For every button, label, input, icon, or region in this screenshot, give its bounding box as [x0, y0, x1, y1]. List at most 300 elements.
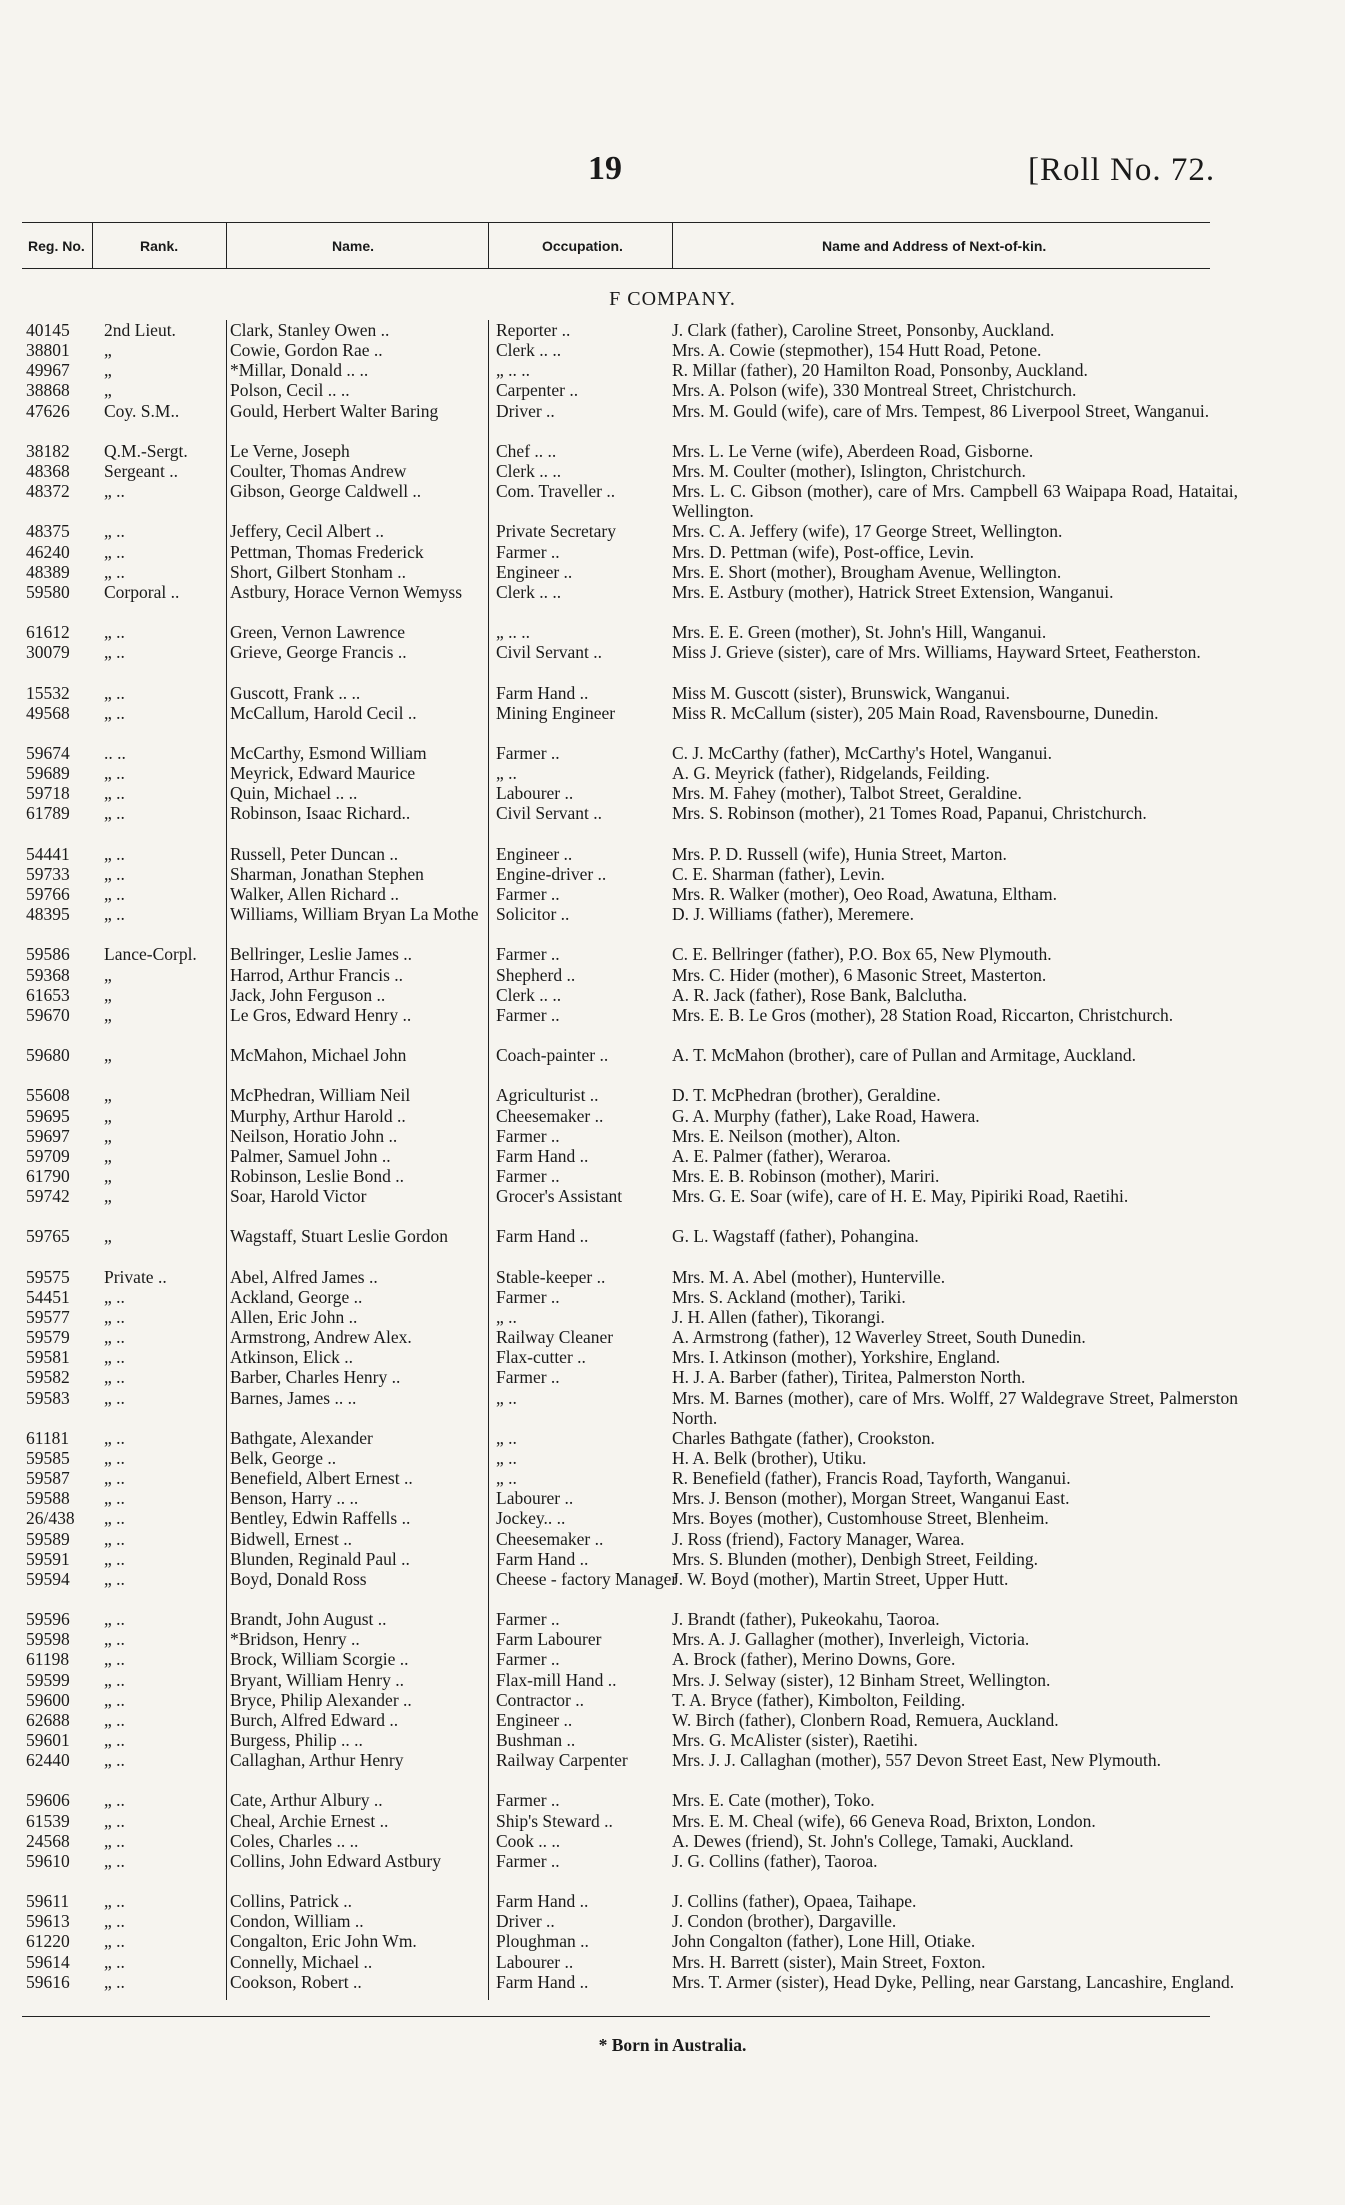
reg-no-cell: 61789	[26, 803, 70, 824]
name-cell: Bryce, Philip Alexander ..	[230, 1689, 412, 1710]
name-cell: Atkinson, Elick ..	[230, 1347, 353, 1368]
table-row	[22, 944, 1210, 964]
next-of-kin-cell: C. J. McCarthy (father), McCarthy's Hotel, Wanganui.	[672, 743, 1053, 764]
next-of-kin-cell: H. J. A. Barber (father), Tiritea, Palmerston North.	[672, 1367, 1026, 1388]
name-cell: Cowie, Gordon Rae ..	[230, 340, 383, 361]
table-row	[22, 763, 1210, 783]
reg-no-cell: 61198	[26, 1649, 70, 1670]
occupation-cell: Cheese - factory Manager	[496, 1568, 678, 1589]
table-row	[22, 1569, 1210, 1609]
occupation-cell: Agriculturist ..	[496, 1085, 599, 1106]
occupation-cell: Farmer ..	[496, 944, 560, 965]
reg-no-cell: 55608	[26, 1085, 70, 1106]
table-row	[22, 1952, 1210, 1972]
name-cell: Brandt, John August ..	[230, 1609, 387, 1630]
table-row	[22, 1045, 1210, 1085]
rank-cell: „	[104, 964, 112, 985]
name-cell: Collins, Patrick ..	[230, 1891, 353, 1912]
table-row	[22, 1005, 1210, 1045]
next-of-kin-cell: A. R. Jack (father), Rose Bank, Balclutha.	[672, 984, 967, 1005]
occupation-cell: Farmer ..	[496, 743, 560, 764]
occupation-cell: Farmer ..	[496, 1286, 560, 1307]
reg-no-cell: 59587	[26, 1468, 70, 1489]
occupation-cell: Clerk .. ..	[496, 984, 562, 1005]
reg-no-cell: 59614	[26, 1951, 70, 1972]
rank-cell: „ ..	[104, 1709, 125, 1730]
occupation-cell: Jockey.. ..	[496, 1508, 566, 1529]
table-row	[22, 562, 1210, 582]
rank-cell: „	[104, 1004, 112, 1025]
rank-cell: „ ..	[104, 904, 125, 925]
table-row	[22, 864, 1210, 884]
occupation-cell: „ ..	[496, 1387, 517, 1408]
rank-cell: „ ..	[104, 1427, 125, 1448]
reg-no-cell: 59613	[26, 1911, 70, 1932]
next-of-kin-cell: R. Benefield (father), Francis Road, Tayforth, Wanganui.	[672, 1468, 1071, 1489]
reg-no-cell: 24568	[26, 1830, 70, 1851]
rank-cell: „	[104, 1166, 112, 1187]
rank-cell: „ ..	[104, 481, 125, 502]
next-of-kin-cell: Miss J. Grieve (sister), care of Mrs. Williams, Hayward Srteet, Featherston.	[672, 642, 1201, 663]
occupation-cell: Flax-cutter ..	[496, 1347, 586, 1368]
table-row	[22, 1226, 1210, 1266]
reg-no-cell: 61790	[26, 1166, 70, 1187]
table-row	[22, 884, 1210, 904]
next-of-kin-cell: Mrs. J. Benson (mother), Morgan Street, Wanganui East.	[672, 1488, 1070, 1509]
next-of-kin-cell: Mrs. M. A. Abel (mother), Hunterville.	[672, 1266, 946, 1287]
next-of-kin-cell: Mrs. E. E. Green (mother), St. John's Hill, Wanganui.	[672, 622, 1047, 643]
reg-no-cell: 48372	[26, 481, 70, 502]
occupation-cell: Engineer ..	[496, 843, 573, 864]
table-row	[22, 481, 1238, 522]
occupation-cell: Grocer's Assistant	[496, 1186, 623, 1207]
rank-cell: „ ..	[104, 1528, 125, 1549]
rank-cell: „ ..	[104, 863, 125, 884]
next-of-kin-cell: Mrs. D. Pettman (wife), Post-office, Levin.	[672, 541, 974, 562]
next-of-kin-cell: J. Condon (brother), Dargaville.	[672, 1911, 897, 1932]
occupation-cell: Farm Hand ..	[496, 1145, 589, 1166]
occupation-cell: Railway Carpenter	[496, 1750, 628, 1771]
reg-no-cell: 59598	[26, 1629, 70, 1650]
name-cell: Murphy, Arthur Harold ..	[230, 1105, 406, 1126]
table-row	[22, 542, 1210, 562]
reg-no-cell: 59742	[26, 1186, 70, 1207]
next-of-kin-cell: Mrs. M. Fahey (mother), Talbot Street, Geraldine.	[672, 783, 1022, 804]
occupation-cell: „ ..	[496, 1468, 517, 1489]
rank-cell: „ ..	[104, 1488, 125, 1509]
next-of-kin-cell: Mrs. M. Coulter (mother), Islington, Christchurch.	[672, 461, 1026, 481]
name-cell: Harrod, Arthur Francis ..	[230, 964, 404, 985]
reg-no-cell: 61612	[26, 622, 70, 643]
reg-no-cell: 30079	[26, 642, 70, 663]
next-of-kin-cell: Mrs. L. Le Verne (wife), Aberdeen Road, Gisborne.	[672, 440, 1034, 461]
table-row	[22, 1811, 1210, 1831]
occupation-cell: Engine-driver ..	[496, 863, 607, 884]
table-row	[22, 582, 1210, 622]
next-of-kin-cell: R. Millar (father), 20 Hamilton Road, Ponsonby, Auckland.	[672, 360, 1088, 381]
rank-cell: „ ..	[104, 1891, 125, 1912]
reg-no-cell: 59766	[26, 884, 70, 905]
page-number: 19	[588, 150, 622, 187]
name-cell: Burgess, Philip .. ..	[230, 1730, 363, 1751]
table-row	[22, 683, 1210, 703]
table-row	[22, 1629, 1210, 1649]
name-cell: Barber, Charles Henry ..	[230, 1367, 401, 1388]
next-of-kin-cell: Mrs. E. Astbury (mother), Hatrick Street Extension, Wanganui.	[672, 581, 1114, 602]
next-of-kin-cell: Mrs. C. Hider (mother), 6 Masonic Street, Masterton.	[672, 964, 1047, 985]
rank-cell: Coy. S.M..	[104, 400, 180, 421]
occupation-cell: Farmer ..	[496, 884, 560, 905]
next-of-kin-cell: Mrs. H. Barrett (sister), Main Street, Foxton.	[672, 1951, 986, 1972]
occupation-cell: Ship's Steward ..	[496, 1810, 613, 1831]
reg-no-cell: 59585	[26, 1448, 70, 1469]
next-of-kin-cell: Mrs. S. Ackland (mother), Tariki.	[672, 1286, 906, 1307]
name-cell: Cookson, Robert ..	[230, 1971, 362, 1992]
name-cell: Grieve, George Francis ..	[230, 642, 407, 663]
table-row	[22, 1730, 1210, 1750]
rank-cell: „ ..	[104, 1548, 125, 1569]
next-of-kin-cell: Mrs. T. Armer (sister), Head Dyke, Pelling, near Garstang, Lancashire, England.	[672, 1971, 1235, 1992]
reg-no-cell: 61653	[26, 984, 70, 1005]
reg-no-cell: 59733	[26, 863, 70, 884]
reg-no-cell: 59616	[26, 1971, 70, 1992]
table-row	[22, 380, 1210, 400]
next-of-kin-cell: H. A. Belk (brother), Utiku.	[672, 1448, 867, 1469]
occupation-cell: Clerk .. ..	[496, 461, 562, 481]
reg-no-cell: 54441	[26, 843, 70, 864]
table-row	[22, 1609, 1210, 1629]
occupation-cell: „ .. ..	[496, 622, 531, 643]
col-divider	[226, 222, 227, 268]
occupation-cell: Cheesemaker ..	[496, 1105, 604, 1126]
table-row	[22, 844, 1210, 864]
rank-cell: „	[104, 380, 112, 401]
next-of-kin-cell: T. A. Bryce (father), Kimbolton, Feilding.	[672, 1689, 966, 1710]
reg-no-cell: 48375	[26, 521, 70, 542]
occupation-cell: Solicitor ..	[496, 904, 570, 925]
table-row	[22, 521, 1210, 541]
rank-cell: „ ..	[104, 622, 125, 643]
rank-cell: Private ..	[104, 1266, 167, 1287]
rank-cell: „ ..	[104, 1750, 125, 1771]
reg-no-cell: 59697	[26, 1125, 70, 1146]
name-cell: Meyrick, Edward Maurice	[230, 763, 416, 784]
table-row	[22, 1146, 1210, 1166]
occupation-cell: Driver ..	[496, 1911, 555, 1932]
col-divider	[672, 222, 673, 268]
name-cell: Soar, Harold Victor	[230, 1186, 367, 1207]
occupation-cell: Farmer ..	[496, 1166, 560, 1187]
table-row	[22, 1971, 1235, 2012]
reg-no-cell: 59583	[26, 1387, 70, 1408]
reg-no-cell: 59596	[26, 1609, 70, 1630]
roll-label: [Roll No. 72.	[1028, 152, 1216, 188]
reg-no-cell: 59591	[26, 1548, 70, 1569]
occupation-cell: Mining Engineer	[496, 702, 616, 723]
reg-no-cell: 26/438	[26, 1508, 75, 1529]
next-of-kin-cell: Mrs. C. A. Jeffery (wife), 17 George Street, Wellington.	[672, 521, 1063, 542]
table-row	[22, 1891, 1210, 1911]
table-row	[22, 1790, 1210, 1810]
name-cell: Callaghan, Arthur Henry	[230, 1750, 404, 1771]
next-of-kin-cell: Mrs. E. B. Robinson (mother), Mariri.	[672, 1166, 940, 1187]
rank-cell: „ ..	[104, 1830, 125, 1851]
table-row	[22, 1750, 1210, 1790]
table-row	[22, 1529, 1210, 1549]
name-cell: Pettman, Thomas Frederick	[230, 541, 424, 562]
occupation-cell: Coach-painter ..	[496, 1045, 609, 1066]
occupation-cell: Stable-keeper ..	[496, 1266, 606, 1287]
table-row	[22, 1488, 1210, 1508]
next-of-kin-cell: John Congalton (father), Lone Hill, Otiake.	[672, 1931, 976, 1952]
footer-rule	[22, 2016, 1210, 2017]
rank-cell: „ ..	[104, 1911, 125, 1932]
occupation-cell: Carpenter ..	[496, 380, 579, 401]
rank-cell: „ ..	[104, 1327, 125, 1348]
rank-cell: „ ..	[104, 1387, 125, 1408]
occupation-cell: Farm Labourer	[496, 1629, 602, 1650]
occupation-cell: Farmer ..	[496, 1790, 560, 1811]
name-cell: Abel, Alfred James ..	[230, 1266, 378, 1287]
occupation-cell: Farm Hand ..	[496, 1891, 589, 1912]
table-row	[22, 803, 1210, 843]
next-of-kin-cell: Mrs. S. Blunden (mother), Denbigh Street, Feilding.	[672, 1548, 1039, 1569]
reg-no-cell: 38868	[26, 380, 70, 401]
rank-cell: „ ..	[104, 803, 125, 824]
next-of-kin-cell: J. G. Collins (father), Taoroa.	[672, 1850, 878, 1871]
rank-cell: „	[104, 1085, 112, 1106]
name-cell: Guscott, Frank .. ..	[230, 682, 361, 703]
rank-cell: „	[104, 1045, 112, 1066]
reg-no-cell: 15532	[26, 682, 70, 703]
table-row	[22, 320, 1210, 340]
reg-no-cell: 59368	[26, 964, 70, 985]
occupation-cell: Bushman ..	[496, 1730, 576, 1751]
reg-no-cell: 59695	[26, 1105, 70, 1126]
name-cell: Jack, John Ferguson ..	[230, 984, 386, 1005]
reg-no-cell: 59577	[26, 1307, 70, 1328]
table-header	[22, 224, 1210, 268]
name-cell: Coles, Charles .. ..	[230, 1830, 359, 1851]
rank-cell: „ ..	[104, 1508, 125, 1529]
name-cell: Short, Gilbert Stonham ..	[230, 561, 406, 582]
reg-no-cell: 61181	[26, 1427, 70, 1448]
next-of-kin-cell: Mrs. E. M. Cheal (wife), 66 Geneva Road, Brixton, London.	[672, 1810, 1096, 1831]
name-cell: Brock, William Scorgie ..	[230, 1649, 409, 1670]
name-cell: *Bridson, Henry ..	[230, 1629, 360, 1650]
col-next-of-kin: Name and Address of Next-of-kin.	[822, 238, 1047, 254]
name-cell: Astbury, Horace Vernon Wemyss	[230, 581, 463, 602]
name-cell: Neilson, Horatio John ..	[230, 1125, 398, 1146]
table-row	[22, 1307, 1210, 1327]
rank-cell: „ ..	[104, 1810, 125, 1831]
reg-no-cell: 59610	[26, 1850, 70, 1871]
name-cell: Blunden, Reginald Paul ..	[230, 1548, 410, 1569]
name-cell: McMahon, Michael John	[230, 1045, 407, 1066]
occupation-cell: „ ..	[496, 1448, 517, 1469]
rank-cell: „ ..	[104, 1689, 125, 1710]
occupation-cell: Farm Hand ..	[496, 682, 589, 703]
reg-no-cell: 59689	[26, 763, 70, 784]
reg-no-cell: 38801	[26, 340, 70, 361]
rank-cell: „	[104, 340, 112, 361]
next-of-kin-cell: Mrs. A. Cowie (stepmother), 154 Hutt Road, Petone.	[672, 340, 1042, 361]
next-of-kin-cell: J. H. Allen (father), Tikorangi.	[672, 1307, 885, 1328]
table-row	[22, 1106, 1210, 1126]
table-row	[22, 1448, 1210, 1468]
next-of-kin-cell: Mrs. L. C. Gibson (mother), care of Mrs. Campbell 63 Waipapa Road, Hataitai, Wellington.	[672, 481, 1238, 522]
next-of-kin-cell: Mrs. S. Robinson (mother), 21 Tomes Road, Papanui, Christchurch.	[672, 803, 1147, 824]
name-cell: Collins, John Edward Astbury	[230, 1850, 441, 1871]
name-cell: Jeffery, Cecil Albert ..	[230, 521, 385, 542]
reg-no-cell: 47626	[26, 400, 70, 421]
table-row	[22, 360, 1210, 380]
reg-no-cell: 59765	[26, 1226, 70, 1247]
occupation-cell: Civil Servant ..	[496, 803, 602, 824]
name-cell: McPhedran, William Neil	[230, 1085, 411, 1106]
occupation-cell: Farm Hand ..	[496, 1226, 589, 1247]
col-reg-no: Reg. No.	[28, 238, 85, 254]
occupation-cell: Labourer ..	[496, 1951, 574, 1972]
name-cell: Gould, Herbert Walter Baring	[230, 400, 439, 421]
name-cell: Belk, George ..	[230, 1448, 337, 1469]
name-cell: Robinson, Leslie Bond ..	[230, 1166, 405, 1187]
table-row	[22, 340, 1210, 360]
occupation-cell: Contractor ..	[496, 1689, 584, 1710]
reg-no-cell: 59674	[26, 743, 70, 764]
table-row	[22, 642, 1210, 682]
name-cell: Connelly, Michael ..	[230, 1951, 373, 1972]
occupation-cell: Farm Hand ..	[496, 1971, 589, 1992]
occupation-cell: Driver ..	[496, 400, 555, 421]
rank-cell: „ ..	[104, 1971, 125, 1992]
name-cell: Burch, Alfred Edward ..	[230, 1709, 399, 1730]
name-cell: Sharman, Jonathan Stephen	[230, 863, 424, 884]
reg-no-cell: 59601	[26, 1730, 70, 1751]
name-cell: Russell, Peter Duncan ..	[230, 843, 399, 864]
rank-cell: „ ..	[104, 1951, 125, 1972]
rank-cell: „ ..	[104, 1629, 125, 1650]
occupation-cell: Labourer ..	[496, 1488, 574, 1509]
name-cell: Wagstaff, Stuart Leslie Gordon	[230, 1226, 448, 1247]
table-row	[22, 703, 1210, 743]
next-of-kin-cell: Mrs. M. Barnes (mother), care of Mrs. Wolff, 27 Waldegrave Street, Palmerston North.	[672, 1387, 1238, 1428]
table-row	[22, 1831, 1210, 1851]
name-cell: Condon, William ..	[230, 1911, 364, 1932]
table-row	[22, 1931, 1210, 1951]
rank-cell: „ ..	[104, 763, 125, 784]
reg-no-cell: 59588	[26, 1488, 70, 1509]
page-header	[0, 150, 1345, 200]
next-of-kin-cell: Mrs. E. Cate (mother), Toko.	[672, 1790, 875, 1811]
next-of-kin-cell: Mrs. M. Gould (wife), care of Mrs. Tempest, 86 Liverpool Street, Wanganui.	[672, 400, 1210, 421]
occupation-cell: Clerk .. ..	[496, 581, 562, 602]
name-cell: Bathgate, Alexander	[230, 1427, 373, 1448]
occupation-cell: „ ..	[496, 1307, 517, 1328]
next-of-kin-cell: Mrs. A. Polson (wife), 330 Montreal Street, Christchurch.	[672, 380, 1077, 401]
occupation-cell: Flax-mill Hand ..	[496, 1669, 617, 1690]
next-of-kin-cell: Charles Bathgate (father), Crookston.	[672, 1427, 935, 1448]
name-cell: Bellringer, Leslie James ..	[230, 944, 413, 965]
rank-cell: „ ..	[104, 1669, 125, 1690]
next-of-kin-cell: Mrs. E. Short (mother), Brougham Avenue, Wellington.	[672, 561, 1062, 582]
name-cell: Cheal, Archie Ernest ..	[230, 1810, 389, 1831]
table-row	[22, 1186, 1210, 1226]
rank-cell: „ ..	[104, 1468, 125, 1489]
occupation-cell: Cheesemaker ..	[496, 1528, 604, 1549]
rank-cell: „ ..	[104, 1448, 125, 1469]
table-row	[22, 441, 1210, 461]
rank-cell: „ ..	[104, 1367, 125, 1388]
col-divider	[92, 222, 93, 268]
reg-no-cell: 59582	[26, 1367, 70, 1388]
next-of-kin-cell: G. L. Wagstaff (father), Pohangina.	[672, 1226, 919, 1247]
next-of-kin-cell: A. E. Palmer (father), Weraroa.	[672, 1145, 891, 1166]
col-name: Name.	[332, 238, 375, 254]
header-bottom-rule	[22, 268, 1210, 269]
table-row	[22, 401, 1210, 441]
reg-no-cell: 62440	[26, 1750, 70, 1771]
name-cell: Bidwell, Ernest ..	[230, 1528, 352, 1549]
reg-no-cell: 59579	[26, 1327, 70, 1348]
next-of-kin-cell: J. W. Boyd (mother), Martin Street, Upper Hutt.	[672, 1568, 1009, 1589]
table-row	[22, 1367, 1210, 1387]
reg-no-cell: 40145	[26, 320, 70, 340]
table-row	[22, 1085, 1210, 1105]
rank-cell: „ ..	[104, 783, 125, 804]
table-row	[22, 1851, 1210, 1891]
table-row	[22, 1387, 1238, 1428]
occupation-cell: Shepherd ..	[496, 964, 576, 985]
reg-no-cell: 59709	[26, 1145, 70, 1166]
reg-no-cell: 59600	[26, 1689, 70, 1710]
occupation-cell: Cook .. ..	[496, 1830, 561, 1851]
table-row	[22, 461, 1210, 481]
name-cell: Coulter, Thomas Andrew	[230, 461, 407, 481]
table-row	[22, 1166, 1210, 1186]
next-of-kin-cell: A. Armstrong (father), 12 Waverley Street, South Dunedin.	[672, 1327, 1086, 1348]
occupation-cell: Engineer ..	[496, 561, 573, 582]
table-row	[22, 1267, 1210, 1287]
next-of-kin-cell: D. T. McPhedran (brother), Geraldine.	[672, 1085, 941, 1106]
reg-no-cell: 48389	[26, 561, 70, 582]
rank-cell: „ ..	[104, 1931, 125, 1952]
next-of-kin-cell: J. Clark (father), Caroline Street, Ponsonby, Auckland.	[672, 320, 1055, 340]
name-cell: Ackland, George ..	[230, 1286, 363, 1307]
reg-no-cell: 59606	[26, 1790, 70, 1811]
occupation-cell: Ploughman ..	[496, 1931, 589, 1952]
name-cell: Green, Vernon Lawrence	[230, 622, 406, 643]
header-top-rule	[22, 222, 1210, 223]
reg-no-cell: 59589	[26, 1528, 70, 1549]
rank-cell: Lance-Corpl.	[104, 944, 197, 965]
occupation-cell: Labourer ..	[496, 783, 574, 804]
reg-no-cell: 61539	[26, 1810, 70, 1831]
next-of-kin-cell: J. Collins (father), Opaea, Taihape.	[672, 1891, 917, 1912]
name-cell: Clark, Stanley Owen ..	[230, 320, 390, 340]
occupation-cell: Private Secretary	[496, 521, 617, 542]
next-of-kin-cell: Mrs. J. J. Callaghan (mother), 557 Devon Street East, New Plymouth.	[672, 1750, 1161, 1771]
rank-cell: „	[104, 1226, 112, 1247]
reg-no-cell: 59581	[26, 1347, 70, 1368]
rank-cell: „ ..	[104, 561, 125, 582]
next-of-kin-cell: Mrs. A. J. Gallagher (mother), Inverleigh, Victoria.	[672, 1629, 1030, 1650]
name-cell: Barnes, James .. ..	[230, 1387, 357, 1408]
reg-no-cell: 48395	[26, 904, 70, 925]
reg-no-cell: 59718	[26, 783, 70, 804]
name-cell: *Millar, Donald .. ..	[230, 360, 369, 381]
table-row	[22, 783, 1210, 803]
